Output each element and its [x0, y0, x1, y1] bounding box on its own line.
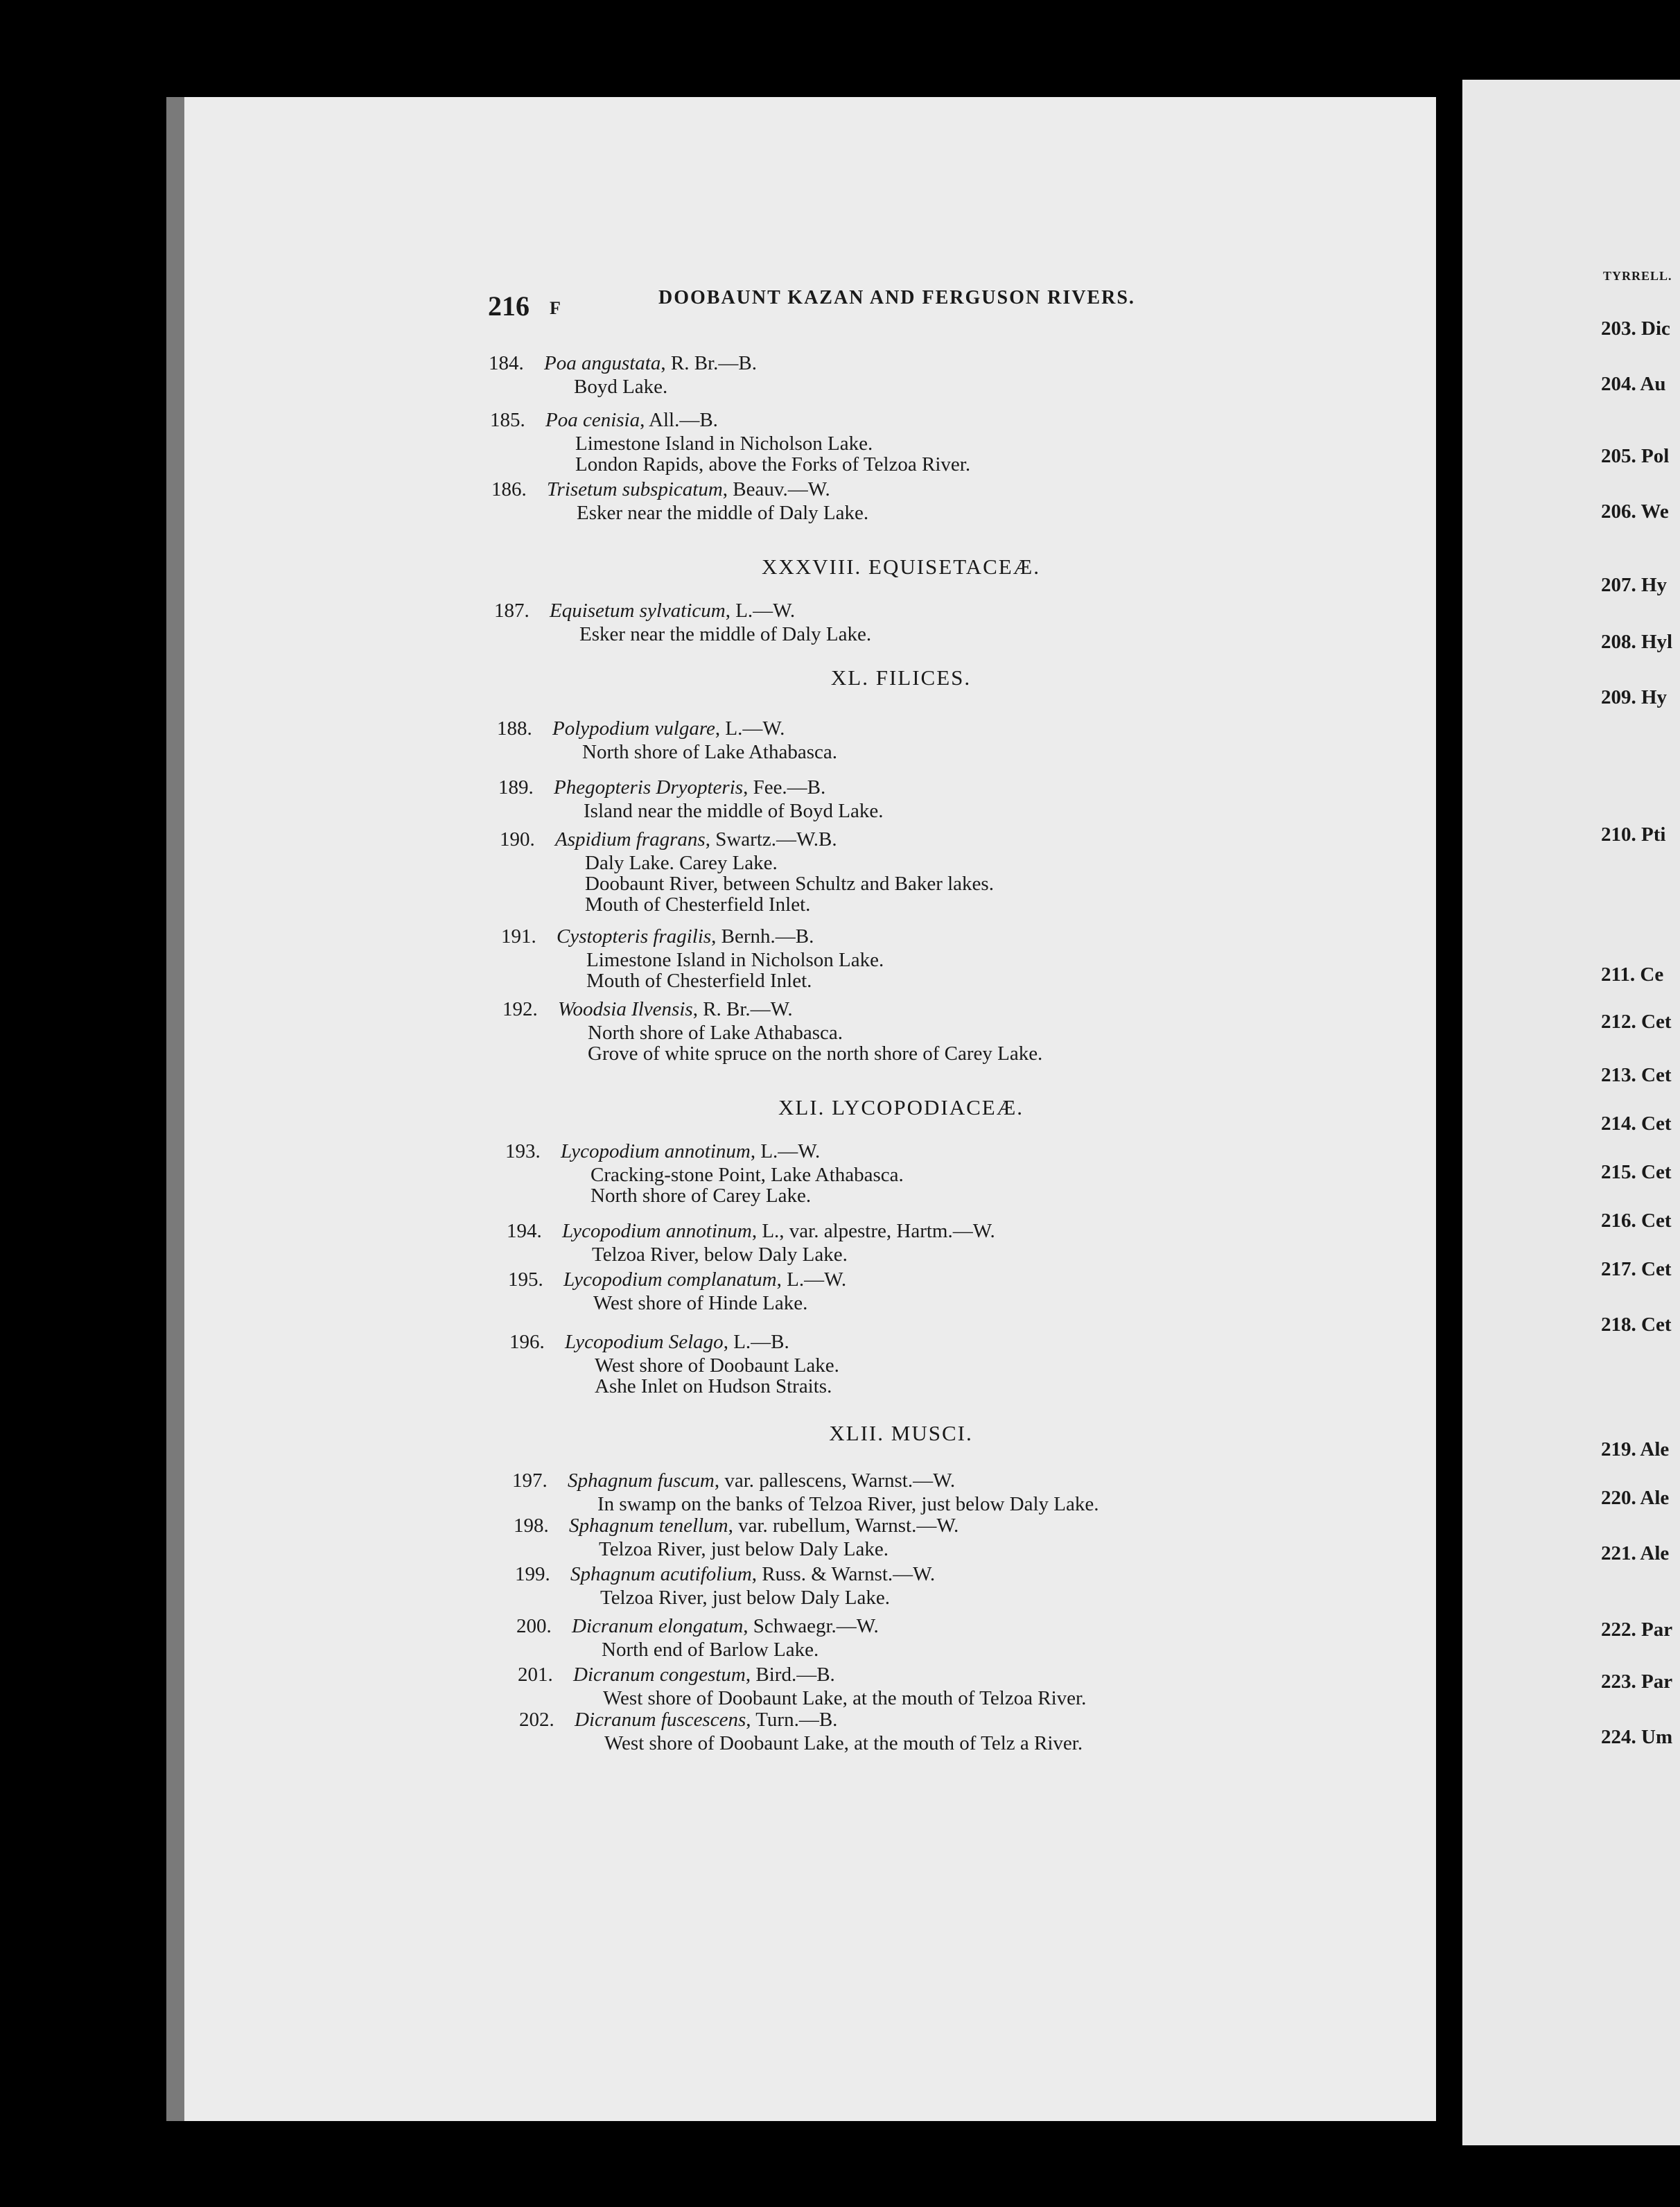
species-name: Woodsia Ilvensis	[558, 998, 693, 1020]
locality-line: Ashe Inlet on Hudson Straits.	[595, 1375, 832, 1397]
right-page-entry: 208. Hyl	[1601, 631, 1673, 653]
section-heading: XLI. LYCOPODIACEÆ.	[778, 1095, 1024, 1119]
entry-number: 188.	[497, 717, 532, 740]
right-page-entry: 203. Dic	[1601, 317, 1670, 340]
species-entry	[491, 478, 830, 501]
species-name: Phegopteris Dryopteris	[554, 776, 744, 799]
species-name: Trisetum subspicatum	[547, 478, 723, 500]
page-number: 216	[488, 290, 530, 322]
species-authority: , L., var. alpestre, Hartm.—W.	[751, 1220, 995, 1242]
right-page-entry: 223. Par	[1601, 1670, 1673, 1693]
locality-line: Doobaunt River, between Schultz and Baker lakes.	[585, 873, 994, 895]
entry-number: 195.	[508, 1268, 543, 1291]
locality-line: Esker near the middle of Daly Lake.	[577, 502, 869, 524]
right-page-entry: 211. Ce	[1601, 963, 1664, 986]
right-page-entry: 215. Cet	[1601, 1161, 1672, 1183]
entry-number: 187.	[494, 600, 530, 622]
species-entry	[490, 409, 718, 432]
right-page-entry: 224. Um	[1601, 1726, 1673, 1748]
species-entry	[498, 776, 825, 799]
locality-line: North shore of Lake Athabasca.	[582, 741, 838, 763]
species-name: Cystopteris fragilis	[557, 925, 712, 948]
right-page-entry: 210. Pti	[1601, 823, 1666, 846]
right-page-entry: 218. Cet	[1601, 1314, 1672, 1336]
running-title: DOOBAUNT KAZAN AND FERGUSON RIVERS.	[658, 287, 1135, 308]
species-name: Sphagnum tenellum	[569, 1515, 728, 1537]
species-authority: , Fee.—B.	[743, 776, 826, 799]
locality-line: Cracking-stone Point, Lake Athabasca.	[590, 1164, 904, 1186]
species-entry	[509, 1331, 789, 1354]
locality-line: Mouth of Chesterfield Inlet.	[585, 893, 811, 916]
species-authority: , Schwaegr.—W.	[743, 1615, 879, 1637]
species-authority: , L.—W.	[776, 1268, 847, 1291]
right-page-entry: 209. Hy	[1601, 686, 1668, 708]
species-authority: , Turn.—B.	[746, 1709, 838, 1731]
species-name: Aspidium fragrans	[555, 828, 706, 850]
right-page-entry: 205. Pol	[1601, 445, 1670, 467]
species-name: Poa cenisia	[545, 409, 640, 431]
locality-line: Limestone Island in Nicholson Lake.	[575, 433, 873, 455]
species-entry	[497, 717, 785, 740]
entry-number: 191.	[501, 925, 536, 948]
species-authority: , Bernh.—B.	[711, 925, 814, 948]
entry-number: 199.	[515, 1563, 550, 1585]
species-name: Polypodium vulgare	[552, 717, 715, 740]
locality-line: Limestone Island in Nicholson Lake.	[586, 949, 884, 971]
species-name: Dicranum elongatum	[572, 1615, 744, 1637]
right-page-entry: 219. Ale	[1601, 1438, 1670, 1460]
locality-line: Telzoa River, just below Daly Lake.	[600, 1587, 890, 1609]
species-entry	[507, 1220, 995, 1243]
right-running-head: TYRRELL.	[1603, 269, 1672, 283]
book-gutter	[1436, 76, 1462, 2149]
species-entry	[512, 1469, 955, 1492]
species-name: Sphagnum fuscum	[568, 1469, 715, 1492]
species-entry	[515, 1563, 935, 1586]
locality-line: Grove of white spruce on the north shore of Carey Lake.	[588, 1043, 1043, 1065]
entry-number: 196.	[509, 1331, 545, 1353]
species-authority: , var. rubellum, Warnst.—W.	[728, 1515, 959, 1537]
section-heading: XXXVIII. EQUISETACEÆ.	[762, 555, 1040, 579]
locality-line: North shore of Lake Athabasca.	[588, 1022, 843, 1044]
entry-number: 184.	[489, 352, 524, 374]
species-authority: , R. Br.—W.	[692, 998, 793, 1020]
locality-line: Island near the middle of Boyd Lake.	[584, 800, 884, 822]
species-entry	[514, 1515, 959, 1537]
species-entry	[508, 1268, 846, 1291]
species-authority: , Russ. & Warnst.—W.	[751, 1563, 936, 1585]
locality-line: Telzoa River, below Daly Lake.	[592, 1244, 848, 1266]
species-authority: , L.—W.	[725, 600, 796, 622]
species-authority: , Bird.—B.	[745, 1664, 835, 1686]
species-entry	[489, 352, 757, 375]
entry-number: 201.	[518, 1664, 553, 1686]
right-page-entry: 222. Par	[1601, 1619, 1673, 1641]
species-authority: , R. Br.—B.	[660, 352, 757, 374]
right-page-entry: 217. Cet	[1601, 1258, 1672, 1280]
species-name: Lycopodium complanatum	[563, 1268, 777, 1291]
right-page-entry: 216. Cet	[1601, 1210, 1672, 1232]
species-entry	[500, 828, 837, 851]
entry-number: 186.	[491, 478, 527, 500]
entry-number: 192.	[502, 998, 538, 1020]
entry-number: 185.	[490, 409, 525, 431]
species-authority: , L.—B.	[723, 1331, 789, 1353]
entry-number: 189.	[498, 776, 534, 799]
locality-line: Telzoa River, just below Daly Lake.	[599, 1538, 889, 1560]
locality-line: Mouth of Chesterfield Inlet.	[586, 970, 812, 992]
locality-line: London Rapids, above the Forks of Telzoa River.	[575, 453, 971, 476]
right-page-entry: 213. Cet	[1601, 1064, 1672, 1086]
locality-line: North shore of Carey Lake.	[590, 1185, 812, 1207]
species-entry	[501, 925, 814, 948]
species-name: Equisetum sylvaticum	[550, 600, 726, 622]
right-page-entry: 214. Cet	[1601, 1113, 1672, 1135]
locality-line: West shore of Doobaunt Lake, at the mouth of Telzoa River.	[603, 1687, 1087, 1709]
right-page-entry: 206. We	[1601, 500, 1669, 523]
species-authority: , L.—W.	[715, 717, 785, 740]
species-entry	[519, 1709, 837, 1731]
right-page-entry: 207. Hy	[1601, 574, 1668, 596]
species-name: Dicranum congestum	[573, 1664, 746, 1686]
locality-line: West shore of Doobaunt Lake, at the mouth of Telz a River.	[604, 1732, 1083, 1754]
species-entry	[518, 1664, 835, 1686]
right-page-entry: 212. Cet	[1601, 1011, 1672, 1033]
right-page-entry: 220. Ale	[1601, 1487, 1670, 1509]
entry-number: 200.	[516, 1615, 552, 1637]
entry-number: 193.	[505, 1140, 541, 1162]
entry-number: 194.	[507, 1220, 542, 1242]
species-name: Dicranum fuscescens	[575, 1709, 746, 1731]
species-authority: , All.—B.	[640, 409, 718, 431]
species-name: Poa angustata	[544, 352, 661, 374]
section-heading: XLII. MUSCI.	[829, 1421, 973, 1445]
locality-line: Daly Lake. Carey Lake.	[585, 852, 778, 874]
entry-number: 190.	[500, 828, 535, 850]
species-name: Sphagnum acutifolium	[570, 1563, 752, 1585]
locality-line: Esker near the middle of Daly Lake.	[579, 623, 872, 645]
species-entry	[505, 1140, 820, 1163]
species-name: Lycopodium Selago	[565, 1331, 724, 1353]
locality-line: North end of Barlow Lake.	[602, 1639, 819, 1661]
entry-number: 198.	[514, 1515, 549, 1537]
species-authority: , L.—W.	[750, 1140, 821, 1162]
right-page-entry: 221. Ale	[1601, 1542, 1670, 1564]
locality-line: In swamp on the banks of Telzoa River, just below Daly Lake.	[597, 1493, 1099, 1515]
species-name: Lycopodium annotinum	[561, 1140, 751, 1162]
entry-number: 202.	[519, 1709, 554, 1731]
species-entry	[516, 1615, 879, 1638]
species-authority: , Beauv.—W.	[722, 478, 830, 500]
right-page-entry: 204. Au	[1601, 373, 1666, 395]
species-entry	[502, 998, 793, 1021]
page-suffix: F	[550, 298, 561, 318]
locality-line: West shore of Hinde Lake.	[593, 1292, 808, 1314]
section-heading: XL. FILICES.	[830, 665, 972, 690]
species-name: Lycopodium annotinum	[562, 1220, 752, 1242]
species-authority: , var. pallescens, Warnst.—W.	[714, 1469, 956, 1492]
species-authority: , Swartz.—W.B.	[705, 828, 837, 850]
locality-line: West shore of Doobaunt Lake.	[595, 1354, 839, 1377]
species-entry	[494, 600, 795, 622]
entry-number: 197.	[512, 1469, 548, 1492]
locality-line: Boyd Lake.	[574, 376, 668, 398]
